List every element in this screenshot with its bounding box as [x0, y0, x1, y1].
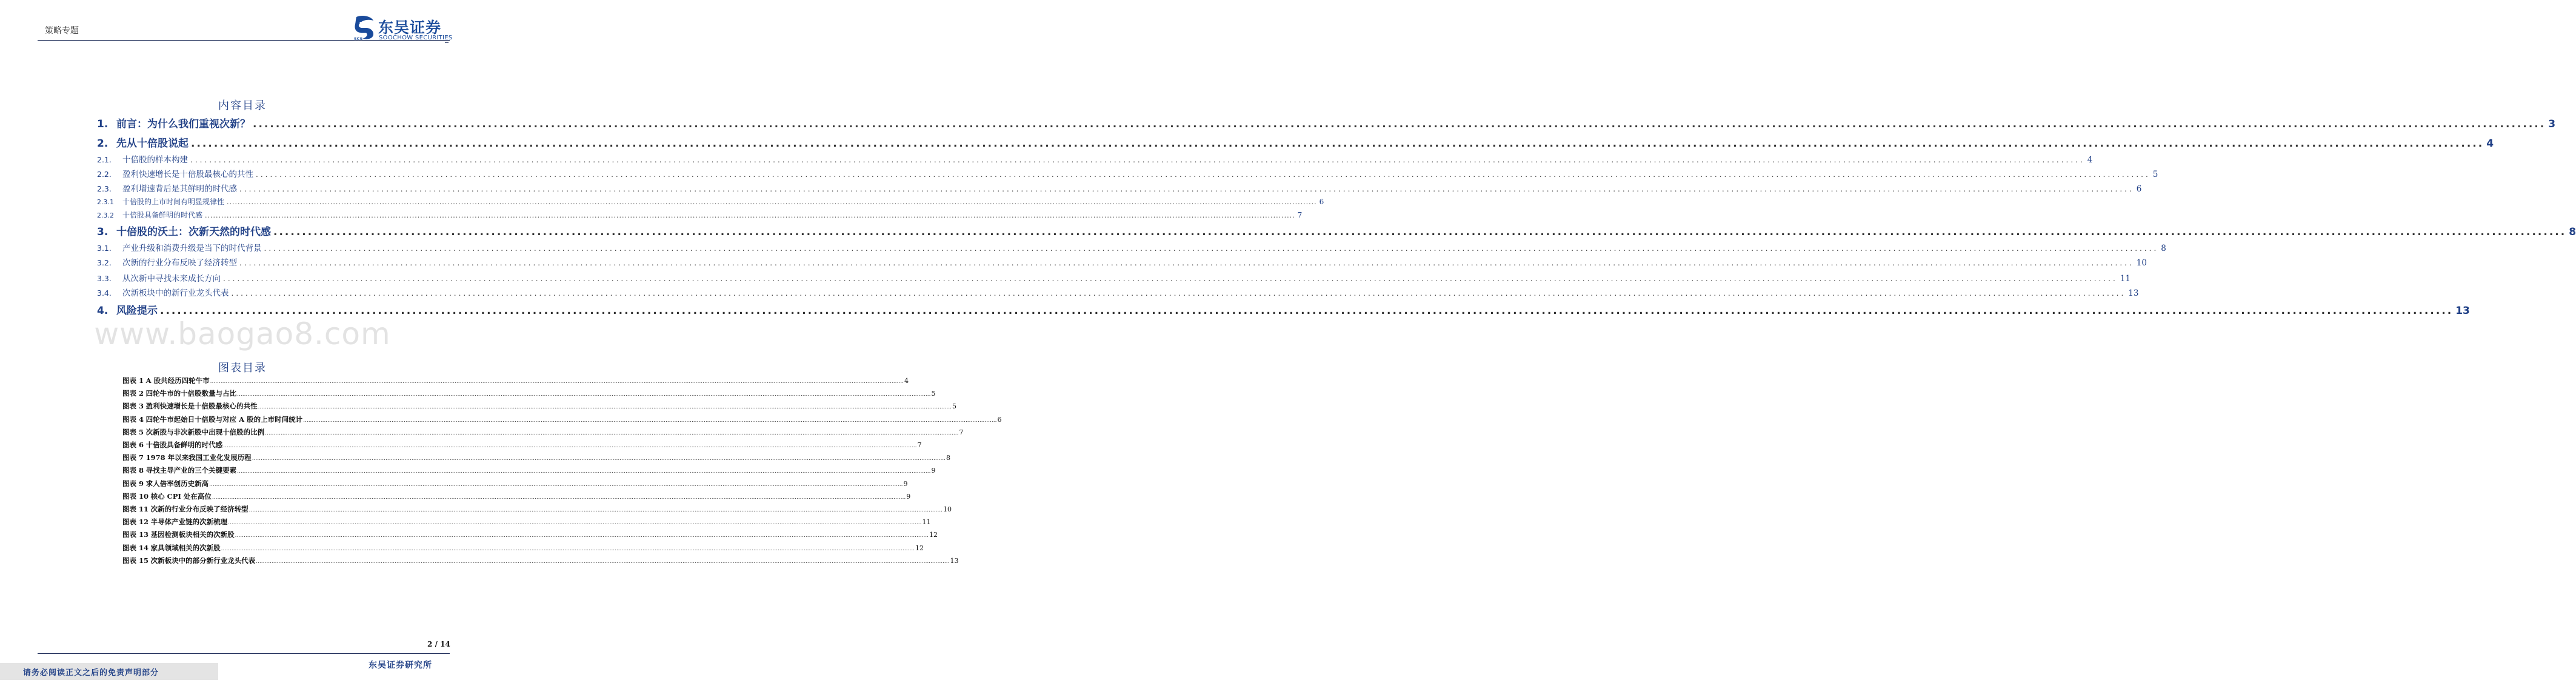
figure-entry[interactable]	[122, 388, 936, 398]
figure-entry[interactable]	[122, 440, 922, 450]
toc-leader-dots: ................................................................................................................................................................................................................................................................................................................................................................................................................	[253, 118, 2546, 130]
figure-entry[interactable]	[122, 491, 911, 501]
figure-entry[interactable]	[122, 517, 931, 527]
figure-entry-label: 图表 11	[122, 505, 149, 513]
figure-entry[interactable]	[122, 376, 909, 385]
figure-entry-label: 图表 15	[122, 556, 149, 565]
figure-leader-dots: ................................................................................................................................................................................................................................................................................................................................................................................................................	[209, 481, 903, 488]
figure-leader-dots: ................................................................................................................................................................................................................................................................................................................................................................................................................	[258, 404, 952, 411]
figure-entry-label: 图表 8	[122, 466, 144, 475]
toc-leader-dots: ................................................................................................................................................................................................................................................................................................................................................................................................................	[223, 275, 2118, 283]
toc-entry-title: 前言：为什么我们重视次新？	[116, 118, 250, 130]
figure-entry-title: 核心 CPI 处在高位	[150, 491, 212, 501]
toc-entry-page: 6	[2136, 184, 2142, 194]
figure-entry-page: 11	[922, 518, 931, 527]
figure-entry-title: 十倍股具备鲜明的时代感	[145, 441, 223, 449]
figure-entry-title: 半导体产业链的次新梳理	[150, 518, 228, 527]
toc-entry[interactable]	[97, 286, 2139, 298]
watermark: www.baogao8.com	[94, 316, 391, 351]
figure-leader-dots: ................................................................................................................................................................................................................................................................................................................................................................................................................	[212, 494, 906, 501]
figure-entry-page: 10	[943, 505, 952, 513]
toc-entry[interactable]	[97, 182, 2142, 194]
figure-entry-page: 7	[917, 441, 922, 449]
figure-leader-dots: ................................................................................................................................................................................................................................................................................................................................................................................................................	[210, 379, 904, 385]
figure-entry-label: 图表 12	[122, 518, 149, 527]
figure-list-title: 图表目录	[218, 362, 267, 375]
figure-leader-dots: ................................................................................................................................................................................................................................................................................................................................................................................................................	[237, 391, 931, 398]
toc-leader-dots: ................................................................................................................................................................................................................................................................................................................................................................................................................	[205, 211, 1295, 219]
toc-leader-dots: ................................................................................................................................................................................................................................................................................................................................................................................................................	[256, 170, 2151, 179]
toc-entry[interactable]	[97, 167, 2158, 179]
figure-entry-title: 基因检测板块相关的次新股	[150, 530, 235, 539]
figure-entry-page: 9	[906, 492, 911, 501]
toc-leader-dots: ................................................................................................................................................................................................................................................................................................................................................................................................................	[227, 198, 1317, 206]
figure-entry-title: 四轮牛市起始日十倍股与对应 A 股的上市时间统计	[145, 415, 303, 424]
figure-entry-label: 图表 6	[122, 441, 144, 449]
figure-entry-title: 四轮牛市的十倍股数量与占比	[145, 389, 237, 398]
toc-leader-dots: ................................................................................................................................................................................................................................................................................................................................................................................................................	[239, 185, 2134, 193]
figure-entry-page: 9	[903, 479, 908, 488]
toc-entry-page: 8	[2569, 226, 2576, 238]
toc-entry-number: 2.3.2	[97, 211, 114, 219]
figure-entry-page: 5	[952, 402, 957, 411]
toc-entry-number: 2.3.1	[97, 198, 114, 206]
figure-leader-dots: ................................................................................................................................................................................................................................................................................................................................................................................................................	[256, 558, 950, 565]
figure-entry[interactable]	[122, 401, 957, 411]
figure-entry-page: 6	[997, 415, 1002, 424]
toc-entry[interactable]	[97, 241, 2166, 253]
toc-entry[interactable]	[97, 271, 2131, 284]
toc-leader-dots: ................................................................................................................................................................................................................................................................................................................................................................................................................	[160, 305, 2454, 317]
toc-entry[interactable]	[97, 196, 1324, 207]
toc-entry-page: 13	[2455, 305, 2470, 317]
toc-entry-page: 11	[2120, 274, 2131, 284]
figure-leader-dots: ................................................................................................................................................................................................................................................................................................................................................................................................................	[252, 456, 946, 462]
toc-entry-number: 3.4.	[97, 288, 112, 298]
toc-entry-number: 3.2.	[97, 258, 112, 267]
toc-entry-title: 十倍股具备鲜明的时代感	[122, 211, 203, 219]
toc-leader-dots: ................................................................................................................................................................................................................................................................................................................................................................................................................	[239, 259, 2134, 267]
header-mark	[445, 42, 449, 43]
toc-entry-number: 3.	[97, 226, 108, 238]
toc-entry-number: 2.	[97, 138, 108, 150]
toc-entry[interactable]	[97, 210, 1303, 220]
institute-name: 东吴证券研究所	[369, 661, 432, 670]
figure-entry-label: 图表 4	[122, 415, 144, 424]
toc-entry-title: 次新的行业分布反映了经济转型	[122, 258, 237, 268]
toc-entry-page: 7	[1297, 211, 1303, 219]
figure-entry[interactable]	[122, 530, 938, 539]
figure-entry-page: 8	[946, 454, 951, 462]
figure-leader-dots: ................................................................................................................................................................................................................................................................................................................................................................................................................	[221, 545, 915, 552]
figure-entry-label: 图表 5	[122, 427, 144, 436]
figure-entry[interactable]	[122, 556, 959, 565]
logo-abbreviation: SCS	[354, 36, 363, 41]
figure-entry-label: 图表 1	[122, 376, 144, 385]
footer-divider	[38, 653, 450, 654]
figure-entry-page: 9	[931, 467, 936, 475]
figure-entry[interactable]	[122, 504, 952, 514]
toc-entry-title: 先从十倍股说起	[116, 138, 189, 150]
toc-entry-page: 5	[2152, 170, 2158, 179]
toc-entry-number: 2.1.	[97, 155, 112, 164]
logo-english-name: SOOCHOW SECURITIES	[379, 35, 453, 41]
figure-entry[interactable]	[122, 543, 924, 553]
figure-entry-label: 图表 14	[122, 543, 149, 552]
section-label: 策略专题	[45, 26, 79, 36]
toc-entry-title: 次新板块中的新行业龙头代表	[122, 288, 229, 298]
toc-entry-number: 3.3.	[97, 274, 112, 283]
toc-entry-title: 盈利增速背后是其鲜明的时代感	[122, 184, 237, 194]
toc-entry-number: 2.3.	[97, 184, 112, 193]
figure-entry-title: 1978 年以来我国工业化发展历程	[145, 453, 252, 462]
toc-entry-page: 8	[2161, 244, 2166, 253]
figure-entry-label: 图表 10	[122, 491, 149, 501]
toc-entry-number: 2.2.	[97, 170, 112, 179]
toc-entry-title: 从次新中寻找未来成长方向	[122, 274, 221, 284]
figure-leader-dots: ................................................................................................................................................................................................................................................................................................................................................................................................................	[303, 417, 997, 424]
toc-entry-number: 4.	[97, 305, 108, 317]
logo-company-name: 东吴证券	[378, 19, 442, 36]
toc-leader-dots: ................................................................................................................................................................................................................................................................................................................................................................................................................	[231, 289, 2126, 298]
figure-entry[interactable]	[122, 453, 951, 462]
toc-entry-page: 13	[2128, 288, 2139, 298]
toc-entry-title: 十倍股的样本构建	[122, 155, 188, 165]
figure-entry[interactable]	[122, 479, 908, 488]
toc-leader-dots: ................................................................................................................................................................................................................................................................................................................................................................................................................	[190, 156, 2085, 164]
figure-entry-title: 次新股与非次新股中出现十倍股的比例	[145, 427, 265, 436]
toc-entry[interactable]	[97, 223, 2576, 238]
company-logo	[353, 13, 459, 44]
disclaimer-text: 请务必阅读正文之后的免责声明部分	[23, 668, 159, 678]
figure-leader-dots: ................................................................................................................................................................................................................................................................................................................................................................................................................	[237, 468, 931, 475]
figure-entry-title: 次新板块中的部分新行业龙头代表	[150, 556, 256, 565]
figure-entry-title: 求人倍率创历史新高	[145, 479, 209, 488]
page-number: 2 / 14	[427, 640, 450, 648]
toc-entry-page: 3	[2548, 118, 2556, 130]
toc-entry-page: 6	[1319, 198, 1324, 206]
toc-entry-number: 3.1.	[97, 244, 112, 253]
figure-leader-dots: ................................................................................................................................................................................................................................................................................................................................................................................................................	[223, 443, 917, 449]
toc-entry-page: 10	[2136, 258, 2147, 268]
figure-leader-dots: ................................................................................................................................................................................................................................................................................................................................................................................................................	[235, 533, 929, 539]
toc-entry-number: 1.	[97, 118, 108, 130]
figure-entry-title: A 股共经历四轮牛市	[145, 376, 210, 385]
toc-leader-dots: ................................................................................................................................................................................................................................................................................................................................................................................................................	[273, 226, 2567, 238]
figure-entry-label: 图表 2	[122, 389, 144, 398]
toc-entry-page: 4	[2087, 155, 2093, 165]
figure-leader-dots: ................................................................................................................................................................................................................................................................................................................................................................................................................	[249, 507, 943, 513]
figure-entry-page: 5	[931, 390, 936, 398]
figure-leader-dots: ................................................................................................................................................................................................................................................................................................................................................................................................................	[265, 430, 959, 436]
toc-entry-title: 风险提示	[116, 305, 158, 317]
figure-entry-page: 13	[950, 556, 959, 565]
figure-entry-label: 图表 9	[122, 479, 144, 488]
toc-entry[interactable]	[97, 302, 2470, 317]
figure-entry-title: 次新的行业分布反映了经济转型	[150, 505, 249, 513]
toc-entry[interactable]	[97, 256, 2147, 268]
figure-entry[interactable]	[122, 427, 964, 437]
figure-entry-page: 7	[959, 428, 964, 436]
toc-entry-title: 产业升级和消费升级是当下的时代背景	[122, 244, 262, 253]
figure-entry-label: 图表 7	[122, 453, 144, 462]
toc-title: 内容目录	[218, 99, 267, 112]
toc-entry-title: 盈利快速增长是十倍股最核心的共性	[122, 170, 253, 179]
figure-entry-label: 图表 13	[122, 530, 149, 539]
figure-leader-dots: ................................................................................................................................................................................................................................................................................................................................................................................................................	[228, 520, 922, 527]
figure-entry-page: 12	[915, 544, 924, 552]
toc-entry-title: 十倍股的沃土：次新天然的时代感	[116, 226, 271, 238]
figure-entry-title: 寻找主导产业的三个关键要素	[145, 466, 237, 475]
figure-entry[interactable]	[122, 415, 1002, 424]
figure-entry[interactable]	[122, 465, 936, 475]
figure-entry-label: 图表 3	[122, 402, 144, 411]
toc-entry[interactable]	[97, 135, 2494, 150]
toc-entry-title: 十倍股的上市时间有明显规律性	[122, 198, 225, 206]
toc-entry[interactable]	[97, 115, 2556, 130]
toc-entry[interactable]	[97, 153, 2093, 165]
toc-entry-page: 4	[2486, 138, 2494, 150]
toc-leader-dots: ................................................................................................................................................................................................................................................................................................................................................................................................................	[264, 244, 2159, 253]
figure-entry-page: 12	[929, 531, 938, 539]
figure-entry-title: 家具领域相关的次新股	[150, 543, 221, 552]
toc-leader-dots: ................................................................................................................................................................................................................................................................................................................................................................................................................	[191, 138, 2484, 150]
figure-entry-title: 盈利快速增长是十倍股最核心的共性	[145, 402, 258, 411]
figure-entry-page: 4	[904, 377, 909, 385]
